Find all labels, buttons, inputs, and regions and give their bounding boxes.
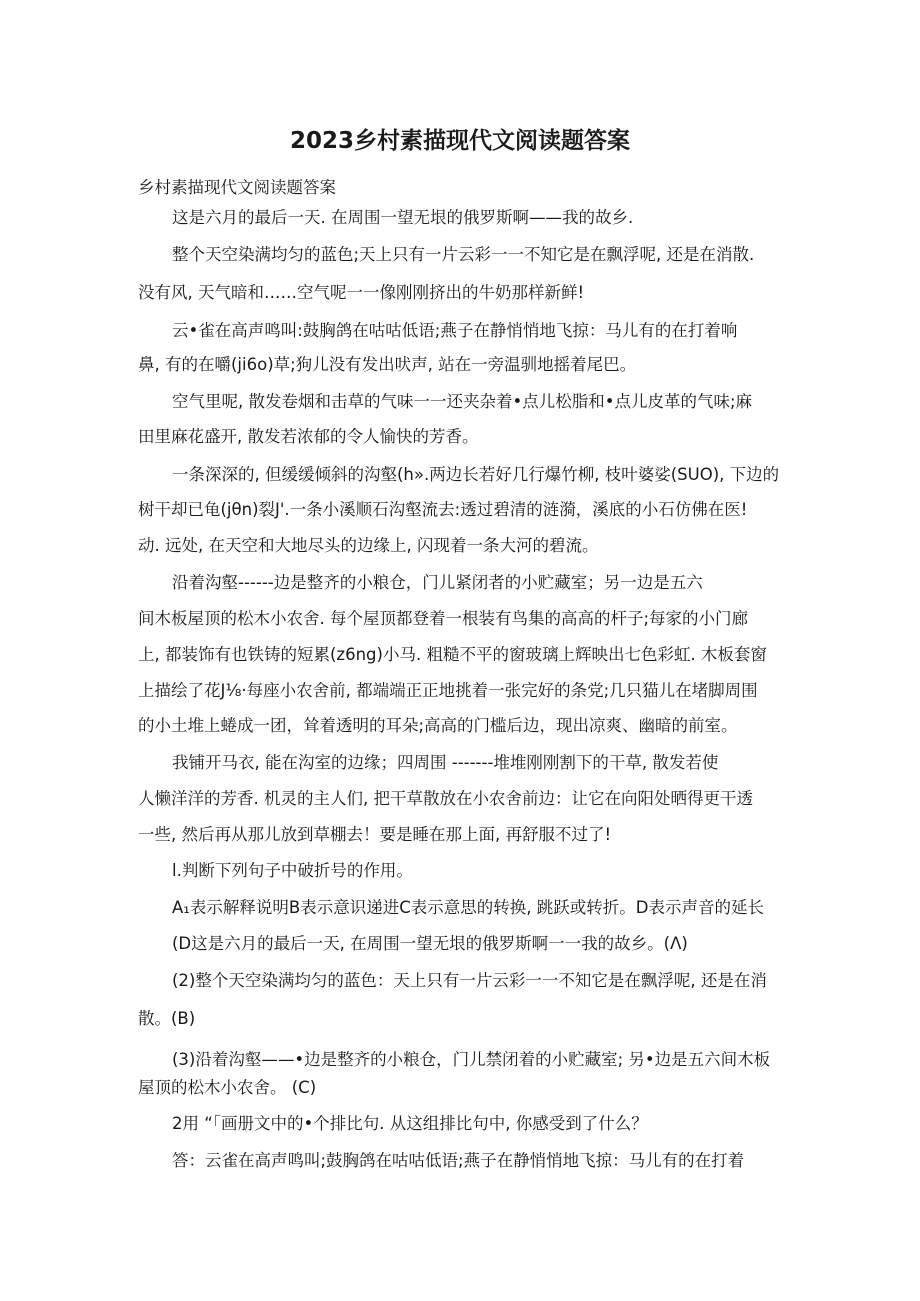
- answer-line: 散。(B): [138, 1009, 196, 1028]
- text-line: 空气里呢, 散发卷烟和击草的气味一一还夹杂着•点儿松脂和•点儿皮革的气味;麻: [172, 392, 753, 411]
- text-line: 人懒洋洋的芳香. 机灵的主人们, 把干草散放在小农舍前边：让它在向阳处晒得更干透: [138, 789, 753, 808]
- text-line: 的小土堆上蜷成一团，耸着透明的耳朵;高高的门槛后边，现出凉爽、幽暗的前室。: [138, 716, 738, 735]
- text-line: 间木板屋顶的松木小农舍. 每个屋顶都登着一根装有鸟集的高高的杆子;每家的小门廊: [138, 609, 749, 628]
- question-line: l.判断下列句子中破折号的作用。: [172, 861, 413, 880]
- text-line: 云•雀在高声鸣叫:鼓胸鸽在咕咕低语;燕子在静悄悄地飞掠：马儿有的在打着响: [172, 321, 738, 340]
- text-line: 这是六月的最后一天. 在周围一望无垠的俄罗斯啊——我的故乡.: [172, 208, 634, 227]
- answer-line: 答：云雀在高声鸣叫;鼓胸鸽在咕咕低语;燕子在静悄悄地飞掠：马儿有的在打着: [172, 1151, 745, 1170]
- question-line: 2用 “「画册文中的•个排比句. 从这组排比句中, 你感受到了什么？: [172, 1114, 648, 1133]
- text-line: 上描绘了花J⅛·每座小农舍前, 都端端正正地挑着一张完好的条党;几只猫儿在堵脚周围: [138, 681, 758, 700]
- options-line: A₁表示解释说明B表示意识递进C表示意思的转换, 跳跃或转折。D表示声音的延长: [172, 898, 764, 917]
- answer-line: 屋顶的松木小农舍。 (C): [138, 1078, 317, 1097]
- page-title: 2023乡村素描现代文阅读题答案: [289, 128, 630, 154]
- text-line: 没有风, 天气暗和……空气呢一一像刚刚挤出的牛奶那样新鲜!: [138, 283, 585, 302]
- text-line: 田里麻花盛开, 散发若浓郁的令人愉快的芳香。: [138, 427, 479, 446]
- text-line: 沿着沟壑------边是整齐的小粮仓，门儿紧闭者的小贮藏室；另一边是五六: [172, 573, 703, 592]
- answer-line: (3)沿着沟壑——•边是整齐的小粮仓，门儿禁闭着的小贮藏室; 另•边是五六间木板: [172, 1050, 771, 1069]
- text-line: 一些, 然后再从那儿放到草棚去！要是睡在那上面, 再舒服不过了!: [138, 825, 612, 844]
- text-line: 整个天空染满均匀的蓝色;天上只有一片云彩一一不知它是在飘浮呢, 还是在消散.: [172, 245, 755, 264]
- document-subtitle: 乡村素描现代文阅读题答案: [138, 178, 336, 197]
- answer-line: (D这是六月的最后一天, 在周围一望无垠的俄罗斯啊一一我的故乡。(Λ): [172, 934, 688, 953]
- text-line: 动. 远处, 在天空和大地尽头的边缘上, 闪现着一条大河的碧流。: [138, 536, 599, 555]
- answer-line: (2)整个天空染满均匀的蓝色：天上只有一片云彩一一不知它是在飘浮呢, 还是在消: [172, 971, 767, 990]
- text-line: 上, 都装饰有也铁铸的短累(z6ng)小马. 粗糙不平的窗玻璃上辉映出七色彩虹. 木板套窗: [138, 645, 767, 664]
- text-line: 我铺开马衣, 能在沟室的边缘；四周围 -------堆堆刚刚割下的干草, 散发若使: [172, 753, 719, 772]
- text-line: 树干却已龟(jθn)裂J'.一条小溪顺石沟壑流去:透过碧清的涟漪，溪底的小石仿佛在医!: [138, 500, 748, 519]
- text-line: 一条深深的, 但缓缓倾斜的沟壑(h».两边长若好几行爆竹柳, 枝叶婆娑(SUO), 下边的: [172, 465, 780, 484]
- text-line: 鼻, 有的在嚼(ji6o)草;狗儿没有发出吠声, 站在一旁温驯地摇着尾巴。: [138, 355, 637, 374]
